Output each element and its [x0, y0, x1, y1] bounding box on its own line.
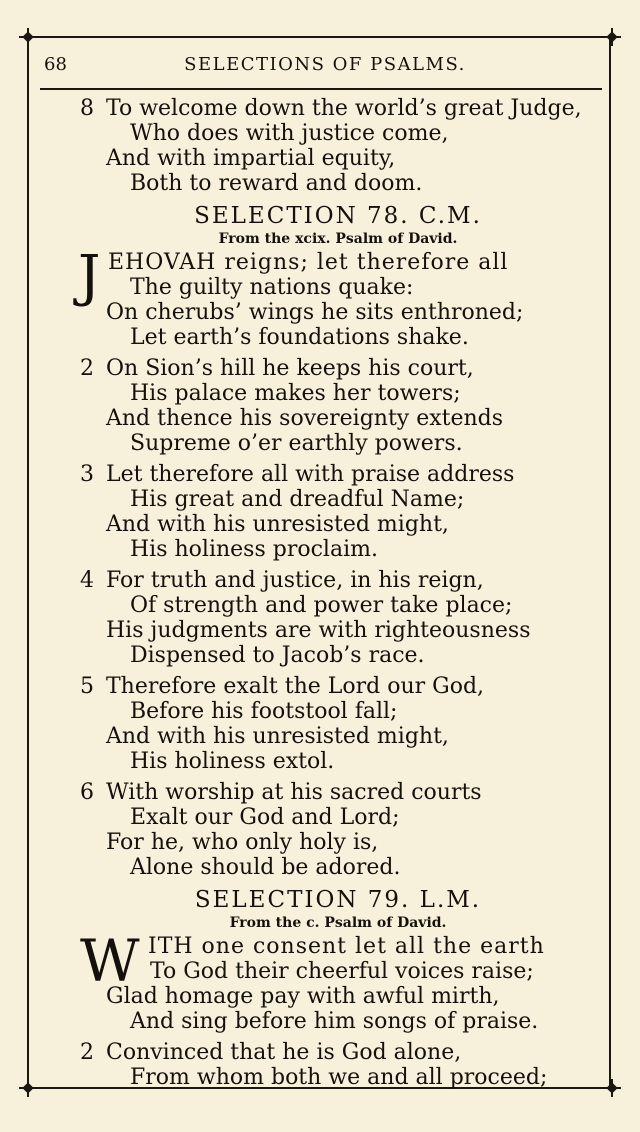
stanza-1: [0, 244, 640, 350]
stanza-4: [0, 568, 640, 668]
stanza-8: [0, 96, 640, 196]
page-number: 68: [44, 54, 67, 75]
drop-cap: J: [78, 244, 101, 309]
stanza-number: 3: [80, 462, 94, 487]
verse-line: On Sion’s hill he keeps his court,: [106, 356, 474, 381]
selection-subtitle: From the c. Psalm of David.: [229, 915, 447, 931]
verse-line: And sing before him songs of praise.: [130, 1009, 539, 1034]
page-content: [0, 96, 640, 1096]
selection-title: SELECTION 78. C.M.: [194, 203, 482, 229]
verse-line: Dispensed to Jacob’s race.: [130, 643, 425, 668]
header-rule: [40, 88, 602, 90]
stanza-number: 2: [80, 1040, 94, 1065]
verse-line: His holiness extol.: [130, 749, 335, 774]
verse-line: And with impartial equity,: [106, 146, 396, 171]
verse-line: EHOVAH reigns; let therefore all: [108, 250, 509, 275]
verse-line: For truth and justice, in his reign,: [106, 568, 484, 593]
verse-line: To God their cheerful voices raise;: [150, 959, 534, 984]
selection-subtitle: From the xcix. Psalm of David.: [218, 231, 458, 247]
verse-line: Before his footstool fall;: [130, 699, 398, 724]
verse-line: Convinced that he is God alone,: [106, 1040, 462, 1065]
verse-line: And with his unresisted might,: [106, 512, 449, 537]
stanza-2: [0, 1040, 640, 1090]
corner-ornament: [19, 28, 37, 46]
verse-line: His great and dreadful Name;: [130, 487, 465, 512]
border-top: [27, 36, 611, 38]
verse-line: Let therefore all with praise address: [106, 462, 515, 487]
verse-line: From whom both we and all proceed;: [130, 1065, 548, 1090]
verse-line: Supreme o’er earthly powers.: [130, 431, 463, 456]
verse-line: The guilty nations quake:: [130, 275, 414, 300]
page-header: [40, 50, 600, 84]
verse-line: His palace makes her towers;: [130, 381, 461, 406]
stanza-number: 2: [80, 356, 94, 381]
verse-line: For he, who only holy is,: [106, 830, 379, 855]
stanza-5: [0, 674, 640, 774]
verse-line: And with his unresisted might,: [106, 724, 449, 749]
verse-line: His holiness proclaim.: [130, 537, 378, 562]
verse-line: Alone should be adored.: [130, 855, 401, 880]
verse-line: Of strength and power take place;: [130, 593, 513, 618]
verse-line: Both to reward and doom.: [130, 171, 423, 196]
verse-line: Let earth’s foundations shake.: [130, 325, 469, 350]
verse-line: On cherubs’ wings he sits enthroned;: [106, 300, 524, 325]
stanza-number: 5: [80, 674, 94, 699]
stanza-number: 6: [80, 780, 94, 805]
verse-line: ITH one consent let all the earth: [148, 934, 545, 959]
verse-line: With worship at his sacred courts: [106, 780, 482, 805]
drop-cap: W: [80, 927, 140, 995]
verse-line: And thence his sovereignty extends: [106, 406, 504, 431]
verse-line: To welcome down the world’s great Judge,: [106, 96, 582, 121]
verse-line: Exalt our God and Lord;: [130, 805, 400, 830]
running-title: SELECTIONS OF PSALMS.: [184, 54, 466, 75]
corner-ornament: [603, 28, 621, 46]
stanza-2: [0, 356, 640, 456]
stanza-number: 8: [80, 96, 94, 121]
verse-line: Therefore exalt the Lord our God,: [106, 674, 485, 699]
verse-line: Glad homage pay with awful mirth,: [106, 984, 500, 1009]
stanza-number: 4: [80, 568, 94, 593]
selection-title: SELECTION 79. L.M.: [194, 887, 482, 913]
stanza-6: [0, 780, 640, 880]
verse-line: Who does with justice come,: [130, 121, 449, 146]
stanza-3: [0, 462, 640, 562]
stanza-1: [0, 927, 640, 1034]
verse-line: His judgments are with righteousness: [106, 618, 531, 643]
